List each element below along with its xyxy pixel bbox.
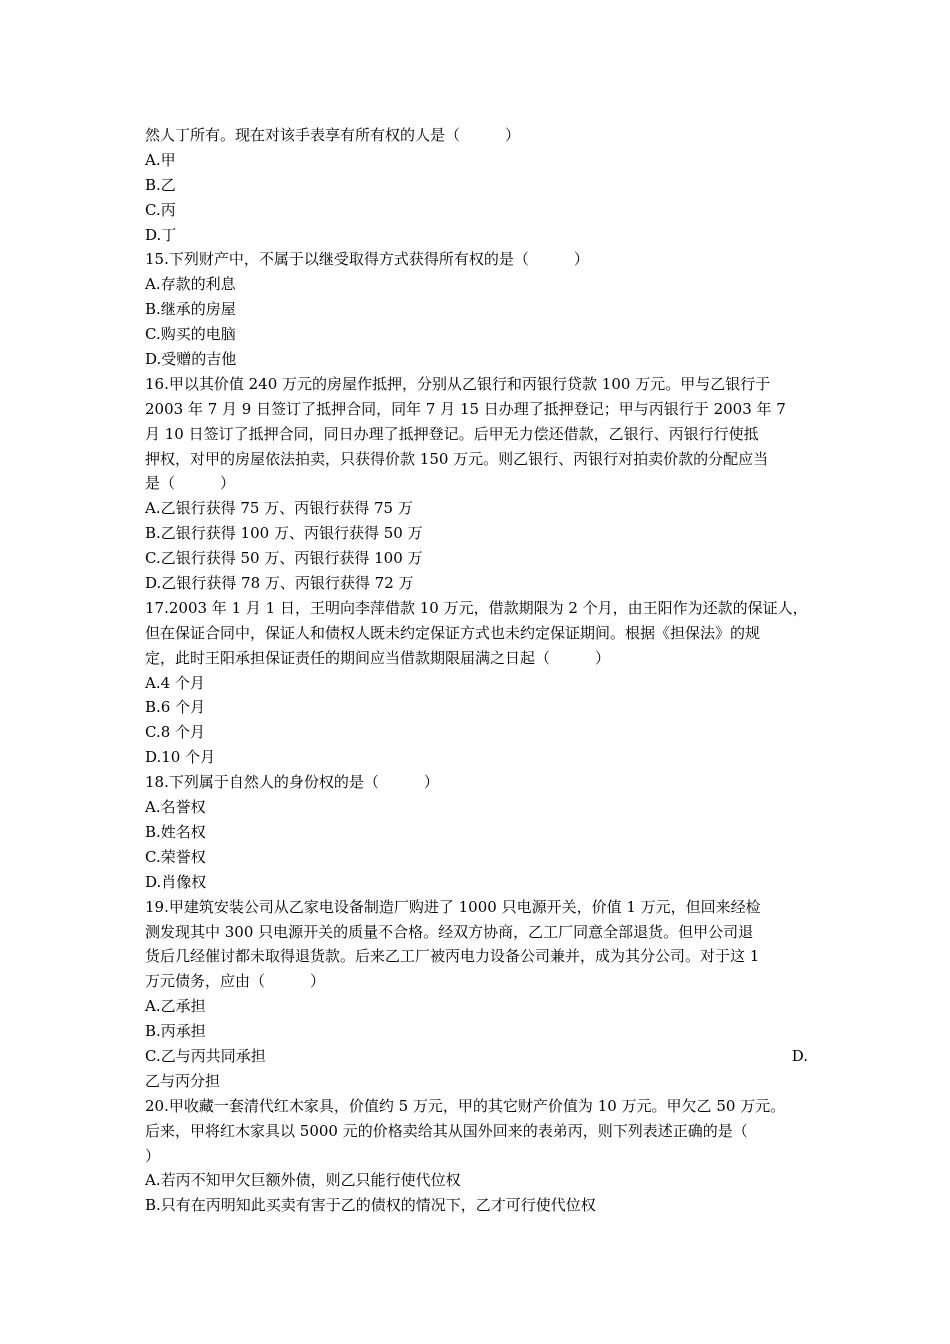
q18-option-c: C.荣誉权 <box>145 847 206 866</box>
q14-option-b: B.乙 <box>145 175 176 194</box>
q14-option-c: C.丙 <box>145 200 176 219</box>
question-17-stem-line-2: 但在保证合同中，保证人和债权人既未约定保证方式也未约定保证期间。根据《担保法》的规 <box>145 623 761 642</box>
document-page <box>145 123 808 1218</box>
q18-option-d: D.肖像权 <box>145 872 207 891</box>
question-16-stem-line-3: 月 10 日签订了抵押合同，同日办理了抵押登记。后甲无力偿还借款，乙银行、丙银行行使抵 <box>145 424 759 443</box>
q15-option-b: B.继承的房屋 <box>145 300 236 319</box>
question-16-stem-line-2: 2003 年 7 月 9 日签订了抵押合同，同年 7 月 15 日办理了抵押登记；甲与丙银行于 2003 年 7 <box>145 399 786 418</box>
q19-option-c-row <box>145 1044 808 1069</box>
q15-option-a: A.存款的利息 <box>145 275 236 294</box>
question-15-stem: 15.下列财产中，不属于以继受取得方式获得所有权的是（ ） <box>145 250 589 269</box>
q14-option-d: D.丁 <box>145 225 177 244</box>
q15-option-d: D.受赠的吉他 <box>145 350 237 369</box>
question-19-stem-line-3: 货后几经催讨都未取得退货款。后来乙工厂被丙电力设备公司兼并，成为其分公司。对于这 1 <box>145 947 760 966</box>
question-16-stem-line-4: 押权，对甲的房屋依法拍卖，只获得价款 150 万元。则乙银行、丙银行对拍卖价款的分配应当 <box>145 449 769 468</box>
q20-option-a: A.若丙不知甲欠巨额外债，则乙只能行使代位权 <box>145 1171 461 1190</box>
q19-option-a: A.乙承担 <box>145 997 206 1016</box>
question-17-stem-line-1: 17.2003 年 1 月 1 日，王明向李萍借款 10 万元，借款期限为 2 个月，由王阳作为还款的保证人， <box>145 598 808 617</box>
q18-option-b: B.姓名权 <box>145 822 206 841</box>
q20-option-b: B.只有在丙明知此买卖有害于乙的债权的情况下，乙才可行使代位权 <box>145 1196 596 1215</box>
question-19-stem-line-4: 万元债务，应由（ ） <box>145 972 326 991</box>
q15-option-c: C.购买的电脑 <box>145 325 236 344</box>
question-18-stem: 18.下列属于自然人的身份权的是（ ） <box>145 773 439 792</box>
q19-option-b: B.丙承担 <box>145 1022 206 1041</box>
q19-option-d-label: D. <box>791 1046 808 1065</box>
question-14-stem-end: 然人丁所有。现在对该手表享有所有权的人是（ ） <box>145 126 521 144</box>
q16-option-c: C.乙银行获得 50 万、丙银行获得 100 万 <box>145 549 423 568</box>
question-17-stem-line-3: 定，此时王阳承担保证责任的期间应当借款期限届满之日起（ ） <box>145 648 611 667</box>
q19-option-c: C.乙与丙共同承担 <box>145 1046 266 1065</box>
q17-option-d: D.10 个月 <box>145 748 216 767</box>
q17-option-b: B.6 个月 <box>145 698 206 717</box>
q19-option-d-text: 乙与丙分担 <box>145 1071 221 1090</box>
q18-option-a: A.名誉权 <box>145 798 206 817</box>
q16-option-b: B.乙银行获得 100 万、丙银行获得 50 万 <box>145 524 423 543</box>
q17-option-c: C.8 个月 <box>145 723 206 742</box>
question-19-stem-line-2: 测发现其中 300 只电源开关的质量不合格。经双方协商，乙工厂同意全部退货。但甲公司退 <box>145 922 754 941</box>
q16-option-a: A.乙银行获得 75 万、丙银行获得 75 万 <box>145 499 413 518</box>
question-20-stem-line-1: 20.甲收藏一套清代红木家具，价值约 5 万元，甲的其它财产价值为 10 万元。甲欠乙 50 万元。 <box>145 1096 786 1115</box>
question-19-stem-line-1: 19.甲建筑安装公司从乙家电设备制造厂购进了 1000 只电源开关，价值 1 万元，但回来经检 <box>145 897 761 916</box>
question-16-stem-line-1: 16.甲以其价值 240 万元的房屋作抵押，分别从乙银行和丙银行贷款 100 万元。甲与乙银行于 <box>145 374 771 393</box>
question-16-stem-line-5: 是（ ） <box>145 474 236 493</box>
q17-option-a: A.4 个月 <box>145 673 205 692</box>
question-20-stem-line-2: 后来，甲将红木家具以 5000 元的价格卖给其从国外回来的表弟丙，则下列表述正确的是（ <box>145 1121 748 1140</box>
question-20-stem-line-3: ） <box>145 1146 161 1165</box>
q14-option-a: A.甲 <box>145 150 176 169</box>
q16-option-d: D.乙银行获得 78 万、丙银行获得 72 万 <box>145 574 414 593</box>
